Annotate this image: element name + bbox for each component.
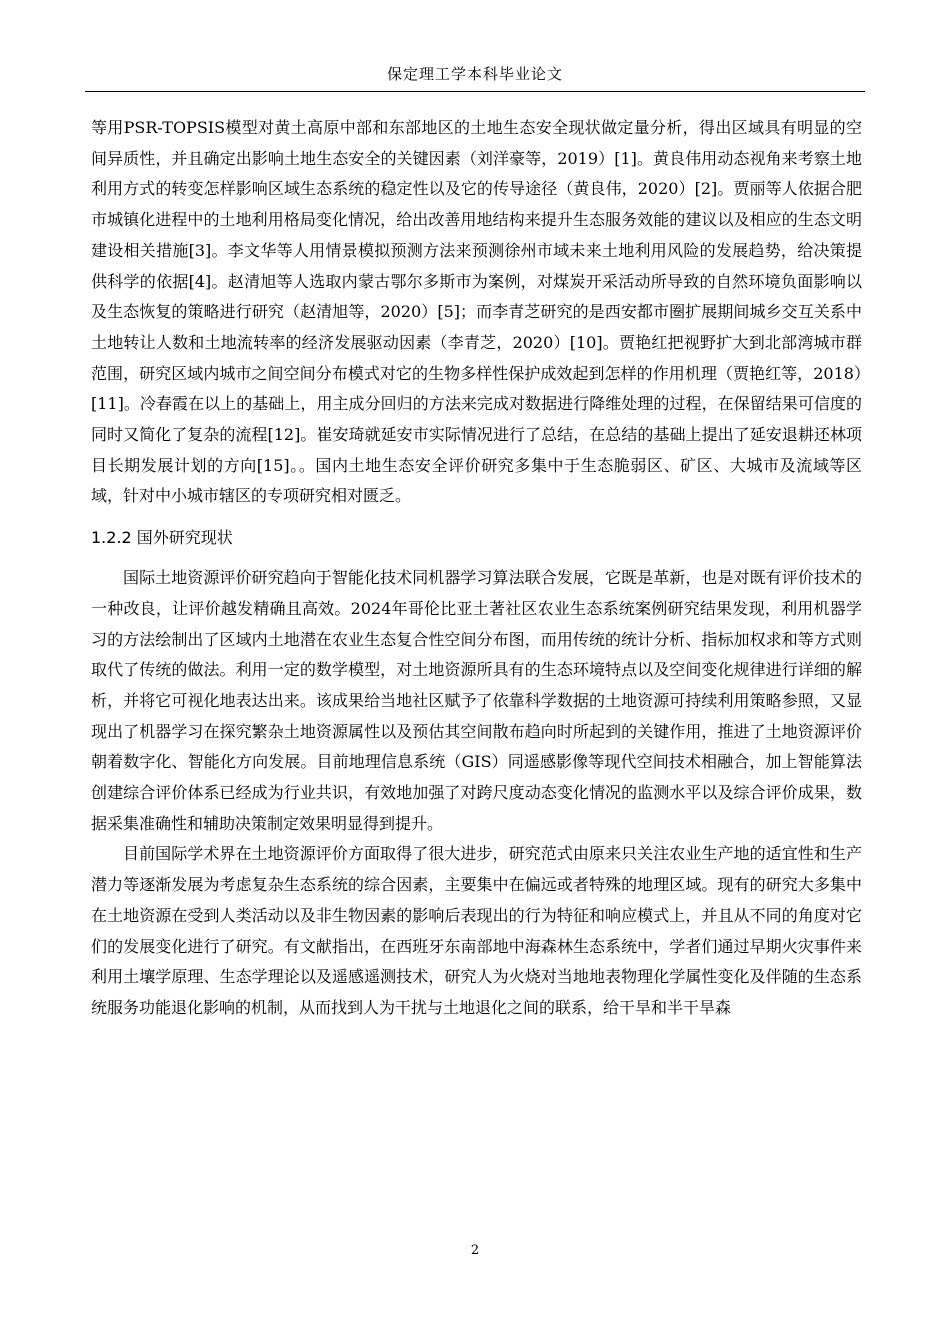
running-header: 保定理工学本科毕业论文 (386, 65, 563, 83)
page-body (91, 113, 862, 1024)
header-rule (85, 91, 865, 92)
body-paragraph: 等用PSR-TOPSIS模型对黄土高原中部和东部地区的土地生态安全现状做定量分析，得出区域具有明显的空间异质性，并且确定出影响土地生态安全的关键因素（刘洋豪等，2019）[1]。黄良伟用动态视角来考察土地利用方式的转变怎样影响区域生态系统的稳定性以及它的传导途径（黄良伟，2020）[2]。贾丽等人依据合肥市城镇化进程中的土地利用格局变化情况，给出改善用地结构来提升生态服务效能的建议以及相应的生态文明建设相关措施[3]。李文华等人用情景模拟预测方法来预测徐州市域未来土地利用风险的发展趋势，给决策提供科学的依据[4]。赵清旭等人选取内蒙古鄂尔多斯市为案例，对煤炭开采活动所导致的自然环境负面影响以及生态恢复的策略进行研究（赵清旭等，2020）[5]；而李青芝研究的是西安都市圈扩展期间城乡交互关系中土地转让人数和土地流转率的经济发展驱动因素（李青芝，2020）[10]。贾艳红把视野扩大到北部湾城市群范围，研究区域内城市之间空间分布模式对它的生物多样性保护成效起到怎样的作用机理（贾艳红等，2018）[11]。冷春霞在以上的基础上，用主成分回归的方法来完成对数据进行降维处理的过程，在保留结果可信度的同时又简化了复杂的流程[12]。崔安琦就延安市实际情况进行了总结，在总结的基础上提出了延安退耕还林项目长期发展计划的方向[15]。。国内土地生态安全评价研究多集中于生态脆弱区、矿区、大城市及流域等区域，针对中小城市辖区的专项研究相对匮乏。 (91, 118, 862, 506)
body-paragraph: 国际土地资源评价研究趋向于智能化技术同机器学习算法联合发展，它既是革新，也是对既有评价技术的一种改良，让评价越发精确且高效。2024年哥伦比亚土著社区农业生态系统案例研究结果发现，利用机器学习的方法绘制出了区域内土地潜在农业生态复合性空间分布图，而用传统的统计分析、指标加权求和等方式则取代了传统的做法。利用一定的数学模型，对土地资源所具有的生态环境特点以及空间变化规律进行详细的解析，并将它可视化地表达出来。该成果给当地社区赋予了依靠科学数据的土地资源可持续利用策略参照，又显现出了机器学习在探究繁杂土地资源属性以及预估其空间散布趋向时所起到的关键作用，推进了土地资源评价朝着数字化、智能化方向发展。目前地理信息系统（GIS）同遥感影像等现代空间技术相融合，加上智能算法创建综合评价体系已经成为行业共识，有效地加强了对跨尺度动态变化情况的监测水平以及综合评价成果，数据采集准确性和辅助决策制定效果明显得到提升。 (91, 568, 862, 833)
page-number: 2 (470, 1243, 480, 1258)
body-paragraph: 目前国际学术界在土地资源评价方面取得了很大进步，研究范式由原来只关注农业生产地的适宜性和生产潜力等逐渐发展为考虑复杂生态系统的综合因素，主要集中在偏远或者特殊的地理区域。现有的研究大多集中在土地资源在受到人类活动以及非生物因素的影响后表现出的行为特征和响应模式上，并且从不同的角度对它们的发展变化进行了研究。有文献指出，在西班牙东南部地中海森林生态系统中，学者们通过早期火灾事件来利用土壤学原理、生态学理论以及遥感遥测技术，研究人为火烧对当地地表物理化学属性变化及伴随的生态系统服务功能退化影响的机制，从而找到人为干扰与土地退化之间的联系，给干旱和半干旱森 (91, 844, 862, 1017)
section-heading: 1.2.2 国外研究现状 (91, 528, 233, 548)
